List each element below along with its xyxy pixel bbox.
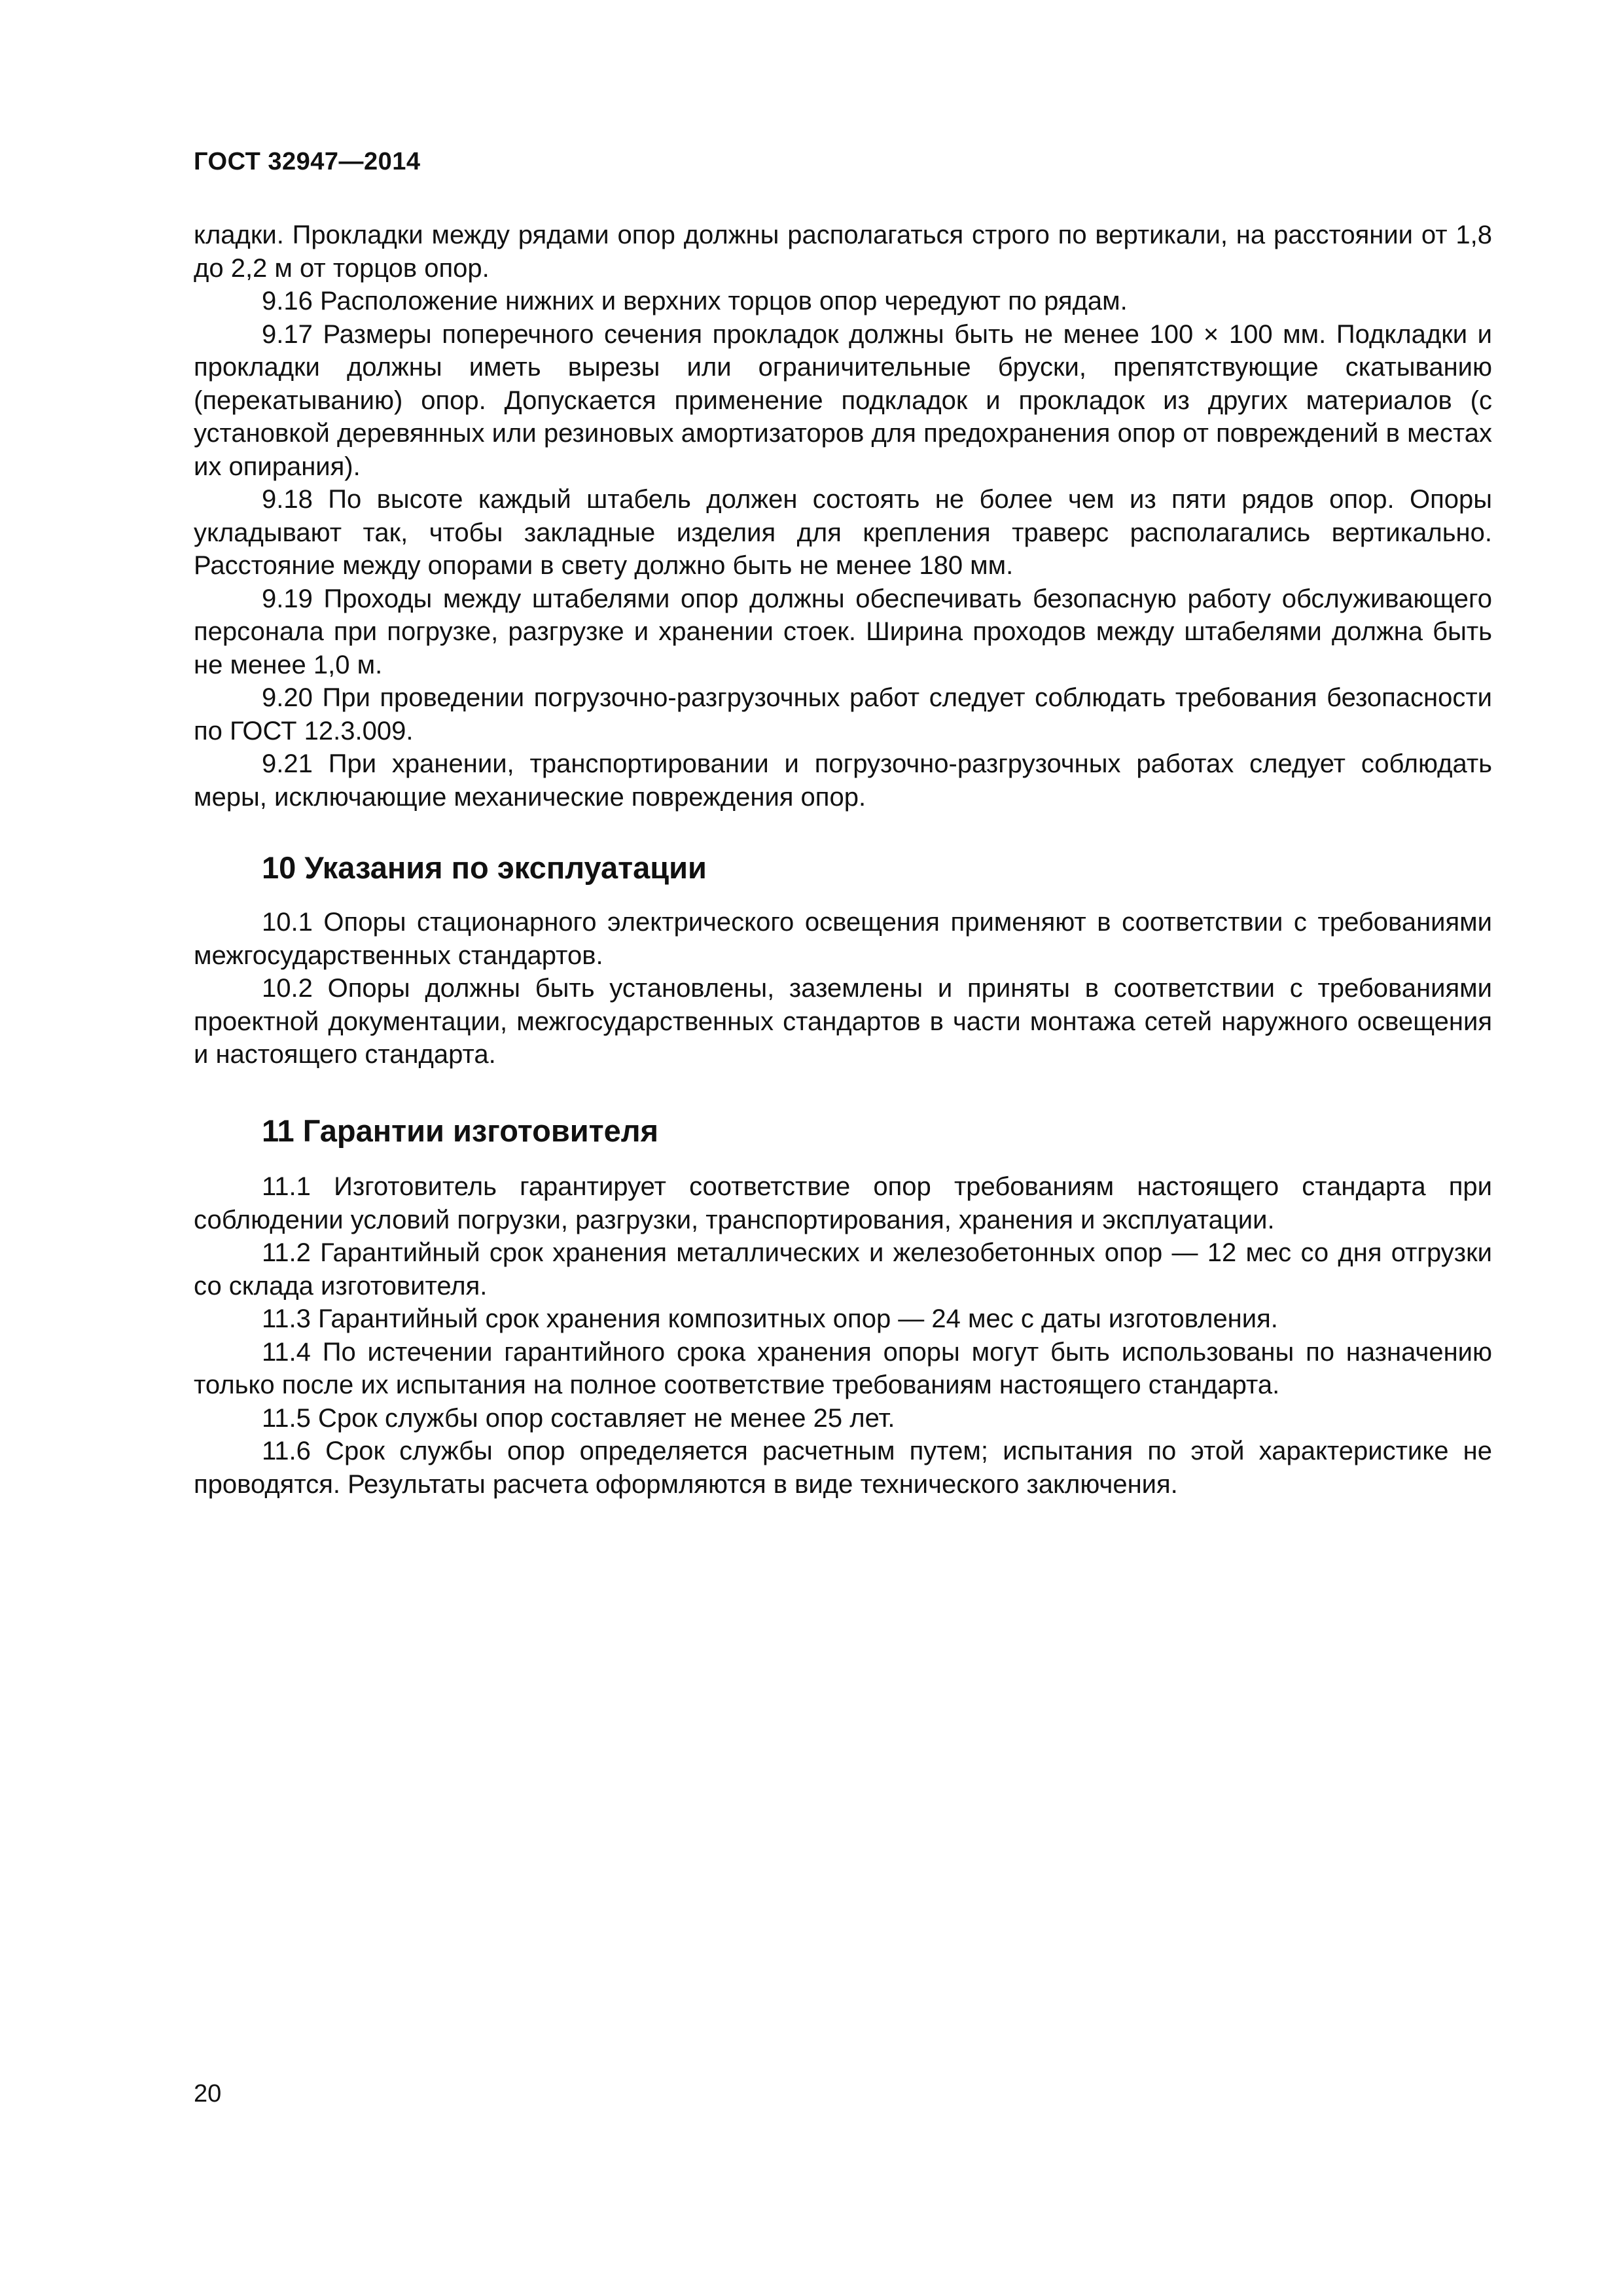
paragraph-11-3: 11.3 Гарантийный срок хранения композитных опор — 24 мес с даты изготовления.: [262, 1304, 1278, 1333]
document-code-header: ГОСТ 32947—2014: [194, 148, 421, 175]
paragraph-11-1: 11.1 Изготовитель гарантирует соответствие опор требованиям настоящего стандарта при соблюдении условий погрузки, разгрузки, транспортирования, хранения и эксплуатации.: [194, 1172, 1492, 1234]
paragraph-10-2: 10.2 Опоры должны быть установлены, заземлены и приняты в соответствии с требованиями проектной документации, межгосударственных стандартов в части монтажа сетей наружного освещения и настоящего стандарта.: [194, 974, 1492, 1069]
paragraph-9-15-continuation: кладки. Прокладки между рядами опор должны располагаться строго по вертикали, на расстоянии от 1,8 до 2,2 м от торцов опор.: [194, 221, 1492, 283]
paragraph-9-20: 9.20 При проведении погрузочно-разгрузочных работ следует соблюдать требования безопасности по ГОСТ 12.3.009.: [194, 683, 1492, 745]
section-10-body: [194, 906, 1492, 1071]
section-11-heading: 11 Гарантии изготовителя: [262, 1113, 659, 1148]
section-9-continued: [194, 219, 1492, 814]
paragraph-9-19: 9.19 Проходы между штабелями опор должны обеспечивать безопасную работу обслуживающего персонала при погрузке, разгрузке и хранении стоек. Ширина проходов между штабелями должна быть не менее 1,0 м.: [194, 584, 1492, 679]
paragraph-11-6: 11.6 Срок службы опор определяется расчетным путем; испытания по этой характеристике не проводятся. Результаты расчета оформляются в виде технического заключения.: [194, 1437, 1492, 1499]
paragraph-11-2: 11.2 Гарантийный срок хранения металлических и железобетонных опор — 12 мес со дня отгрузки со склада изготовителя.: [194, 1238, 1492, 1300]
paragraph-9-21: 9.21 При хранении, транспортировании и погрузочно-разгрузочных работах следует соблюдать меры, исключающие механические повреждения опор.: [194, 749, 1492, 812]
section-10-heading: 10 Указания по эксплуатации: [262, 850, 707, 885]
paragraph-11-5: 11.5 Срок службы опор составляет не менее 25 лет.: [262, 1403, 895, 1433]
section-11-body: [194, 1170, 1492, 1501]
paragraph-9-16: 9.16 Расположение нижних и верхних торцов опор чередуют по рядам.: [262, 287, 1128, 315]
paragraph-10-1: 10.1 Опоры стационарного электрического освещения применяют в соответствии с требованиями межгосударственных стандартов.: [194, 908, 1492, 970]
paragraph-9-18: 9.18 По высоте каждый штабель должен состоять не более чем из пяти рядов опор. Опоры укладывают так, чтобы закладные изделия для крепления траверс располагались вертикально. Расстояние между опорами в свету должно быть не менее 180 мм.: [194, 485, 1492, 580]
paragraph-9-17: 9.17 Размеры поперечного сечения прокладок должны быть не менее 100 × 100 мм. Подкладки и прокладки должны иметь вырезы или ограничительные бруски, препятствующие скатыванию (перекатыванию) опор. Допускается применение подкладок и прокладок из других материалов (с установкой деревянных или резиновых амортизаторов для предохранения опор от повреждений в местах их опирания).: [194, 319, 1492, 481]
page-number: 20: [194, 2080, 222, 2108]
paragraph-11-4: 11.4 По истечении гарантийного срока хранения опоры могут быть использованы по назначению только после их испытания на полное соответствие требованиям настоящего стандарта.: [194, 1337, 1492, 1399]
